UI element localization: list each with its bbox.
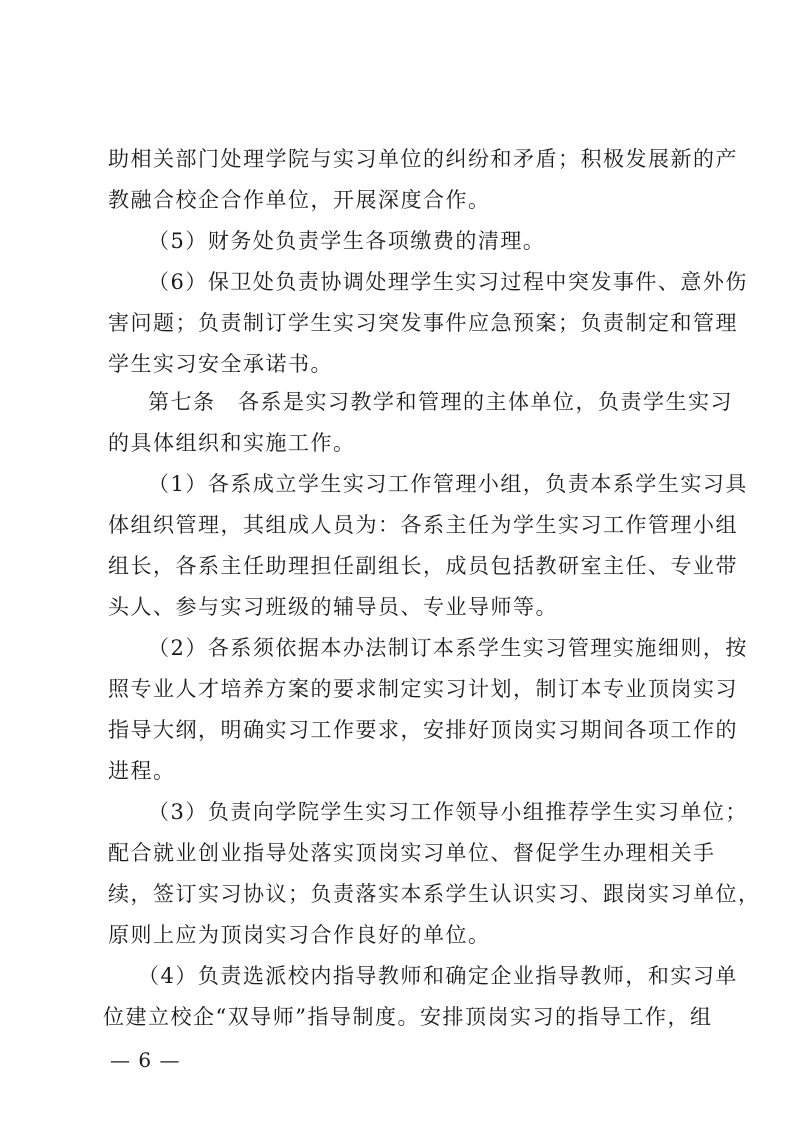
text-line: （5）财务处负责学生各项缴费的清理。 — [148, 229, 546, 253]
text-line: （6）保卫处负责协调处理学生实习过程中突发事件、意外伤 — [148, 270, 748, 294]
text-line: 配合就业创业指导处落实顶岗实习单位、督促学生办理相关手 — [108, 841, 716, 865]
text-line: （4）负责选派校内指导教师和确定企业指导教师，和实习单 — [138, 964, 738, 988]
text-line: 指导大纲，明确实习工作要求，安排好顶岗实习期间各项工作的 — [108, 718, 738, 742]
text-line: 教融合校企合作单位，开展深度合作。 — [108, 188, 491, 212]
text-line: 原则上应为顶岗实习合作良好的单位。 — [108, 923, 491, 947]
text-line: 助相关部门处理学院与实习单位的纠纷和矛盾；积极发展新的产 — [108, 147, 738, 171]
text-line: 位建立校企“双导师”指导制度。安排顶岗实习的指导工作，组 — [103, 1005, 713, 1029]
text-line: 头人、参与实习班级的辅导员、专业导师等。 — [108, 595, 558, 619]
text-line: （1）各系成立学生实习工作管理小组，负责本系学生实习具 — [148, 472, 748, 496]
text-line: （2）各系须依据本办法制订本系学生实习管理实施细则，按 — [148, 636, 748, 660]
text-line: 体组织管理，其组成人员为：各系主任为学生实习工作管理小组 — [108, 513, 738, 537]
text-line: 续，签订实习协议；负责落实本系学生认识实习、跟岗实习单位， — [108, 882, 761, 906]
text-line: （3）负责向学院学生实习工作领导小组推荐学生实习单位； — [148, 800, 748, 824]
text-line: 的具体组织和实施工作。 — [108, 431, 356, 455]
page-number: — 6 — — [110, 1048, 181, 1072]
text-line: 害问题；负责制订学生实习突发事件应急预案；负责制定和管理 — [108, 311, 738, 335]
text-line: 照专业人才培养方案的要求制定实习计划，制订本专业顶岗实习 — [108, 677, 738, 701]
text-line: 组长，各系主任助理担任副组长，成员包括教研室主任、专业带 — [108, 554, 738, 578]
article-heading-line: 第七条 各系是实习教学和管理的主体单位，负责学生实习 — [148, 390, 733, 414]
text-line: 学生实习安全承诺书。 — [108, 352, 333, 376]
text-line: 进程。 — [108, 759, 176, 783]
